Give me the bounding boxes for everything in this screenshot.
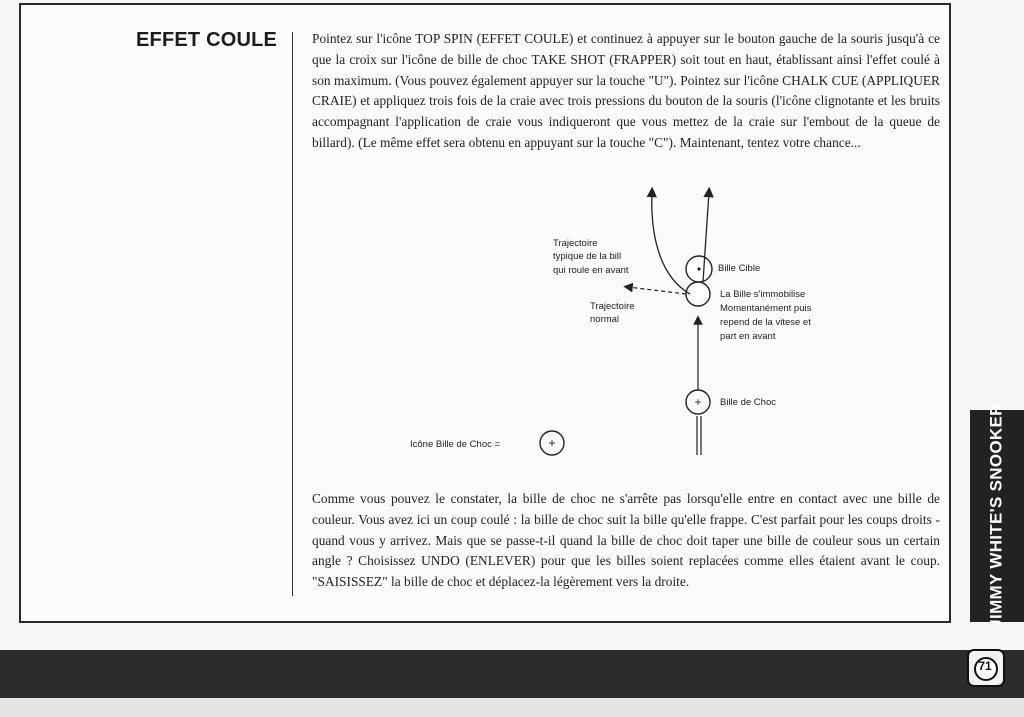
label-typical-1: Trajectoire xyxy=(553,238,598,249)
followup-paragraph: Comme vous pouvez le constater, la bille de choc ne s'arrête pas lorsqu'elle entre en contact avec une bille de couleur. Vous avez ici un coup coulé : la bille de choc suit la bille qu'elle frappe. C'est parfait pour les coups droits - quand vous y arrivez. Mais que se passe-t-il quand la bille de choc doit taper une bille de couleur sous un certain angle ? Choisissez UNDO (ENLEVER) pour que les billes soient replacées comme elles étaient avant le coup. "SAISISSEZ" la bille de choc et déplacez-la légèrement vers la droite. xyxy=(312,491,940,590)
label-icon: Icône Bille de Choc = xyxy=(410,439,501,450)
target-ball-dot xyxy=(697,267,700,270)
page-number: 71 xyxy=(978,659,992,673)
label-stop-4: part en avant xyxy=(720,331,776,342)
intro-paragraph: Pointez sur l'icône TOP SPIN (EFFET COULE) et continuez à appuyer sur le bouton gauche de la souris jusqu'à ce que la croix sur l'icône de bille de choc TAKE SHOT (FRAPPER) soit tout en haut, établissant ainsi l'effet coulé à son maximum. (Vous pouvez également appuyer sur la touche "U"). Pointez sur l'icône CHALK CUE (APPLIQUER CRAIE) et appliquez trois fois de la craie avec trois pressions du bouton de la souris (l'icône clignotante et les bruits accompagnant l'application de craie vous indiqueront que vous mettez de la craie sur l'embout de la queue de billard). (Le même effet sera obtenu en appuyant sur la touche "C"). Maintenant, tentez votre chance... xyxy=(312,31,940,150)
game-title: JIMMY WHITE'S SNOOKER xyxy=(987,403,1007,629)
cue-ball-cross-icon: + xyxy=(694,395,702,409)
label-typical-2: typique de la bill xyxy=(553,251,622,262)
label-stop-1: La Bille s'immobilise xyxy=(720,289,806,300)
normal-trajectory xyxy=(628,287,686,294)
label-target-ball: Bille Cible xyxy=(718,263,761,274)
label-stop-3: repend de la vitese et xyxy=(720,317,811,328)
top-spin-diagram xyxy=(400,180,860,470)
label-normal-2: normal xyxy=(590,314,620,325)
cue-ball-icon-cross: + xyxy=(548,436,556,450)
footer-strip xyxy=(0,698,1024,717)
side-title-wrapper xyxy=(970,403,1024,629)
label-cue-ball: Bille de Choc xyxy=(720,397,776,408)
label-stop-2: Momentanément puis xyxy=(720,303,812,314)
typical-trajectory xyxy=(652,192,690,294)
label-normal-1: Trajectoire xyxy=(590,301,635,312)
label-typical-3: qui roule en avant xyxy=(553,265,629,276)
footer-band xyxy=(0,650,1024,698)
section-title: EFFET COULE xyxy=(136,29,278,51)
column-divider xyxy=(292,32,293,596)
